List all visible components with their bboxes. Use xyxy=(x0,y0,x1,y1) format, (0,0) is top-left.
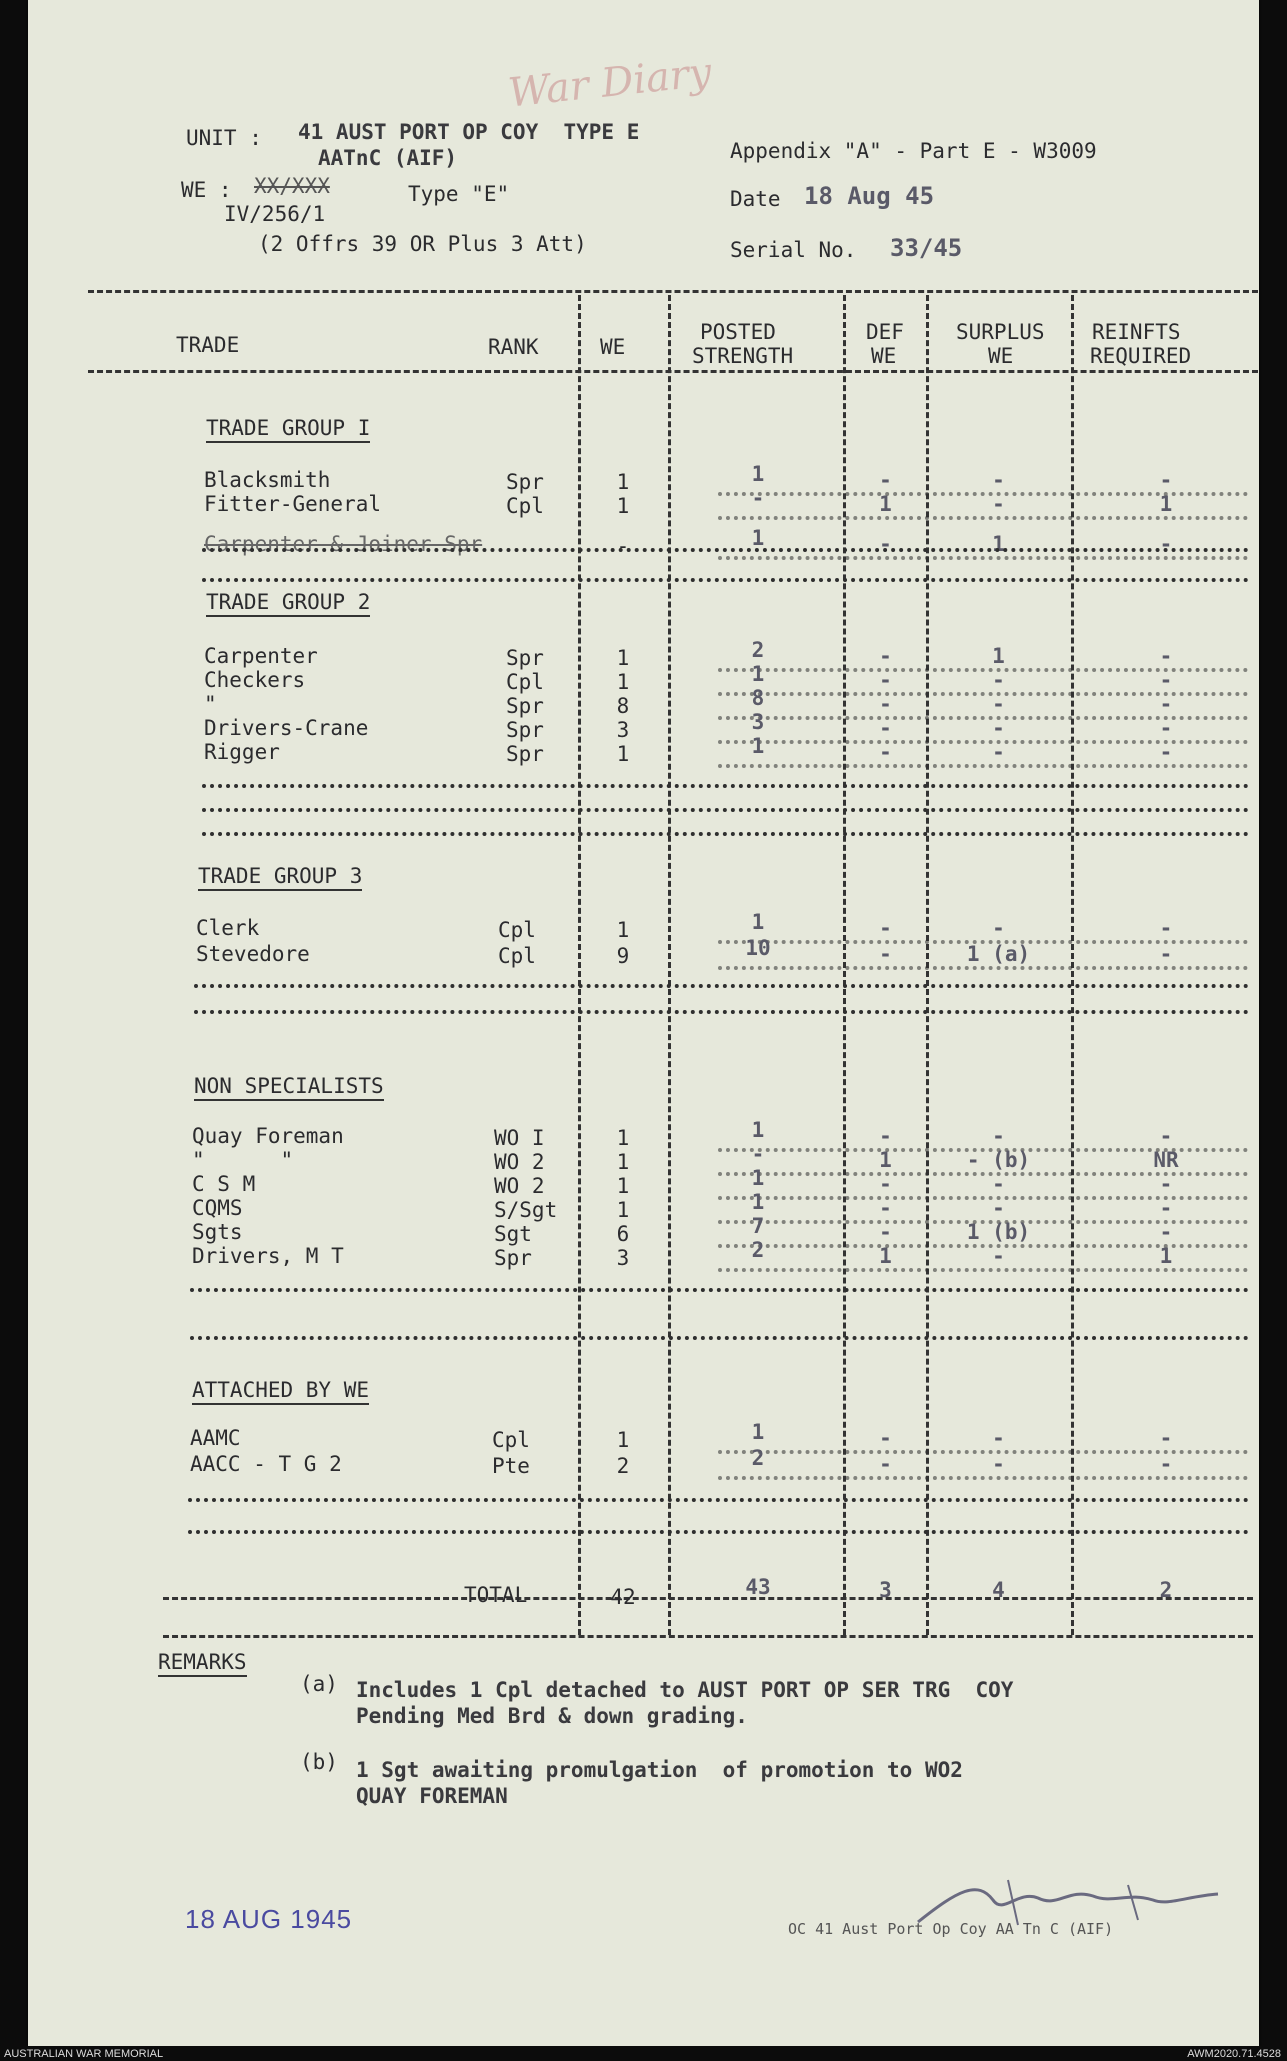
blank-line-dots xyxy=(202,784,1249,788)
reinf-cell: - xyxy=(1159,692,1173,716)
reinf-cell: - xyxy=(1159,644,1173,668)
remark-b-line1: 1 Sgt awaiting promulgation of promotion to WO2 xyxy=(356,1758,963,1782)
footer-right: AWM2020.71.4528 xyxy=(1187,2048,1281,2060)
we-ref: IV/256/1 xyxy=(224,202,326,226)
col-divider-def xyxy=(843,295,846,1635)
reinf-cell: - xyxy=(1159,1124,1173,1148)
strength-note: (2 Offrs 39 OR Plus 3 Att) xyxy=(258,232,587,256)
col-header-rank: RANK xyxy=(488,335,539,359)
blank-line-dots xyxy=(202,578,1249,582)
reinf-cell: - xyxy=(1159,468,1173,492)
group-title: NON SPECIALISTS xyxy=(194,1076,384,1101)
def-cell: - xyxy=(879,740,892,764)
posted-cell: 2 xyxy=(751,1238,765,1262)
posted-cell: 2 xyxy=(751,638,765,662)
surplus-cell: - xyxy=(992,692,1005,716)
rank-cell: Cpl xyxy=(498,944,536,968)
blank-line-dots xyxy=(188,1498,1249,1502)
blank-line-dots xyxy=(202,808,1249,812)
posted-cell: 2 xyxy=(751,1446,765,1470)
reinf-cell: - xyxy=(1159,668,1173,692)
rank-cell: Sgt xyxy=(494,1222,532,1246)
signature-block: OC 41 Aust Port Op Coy AA Tn C (AIF) xyxy=(788,1920,1114,1938)
blank-line-dots xyxy=(194,1010,1249,1014)
reinf-cell: NR xyxy=(1153,1148,1179,1172)
posted-cell: 3 xyxy=(751,710,765,734)
row-guide xyxy=(718,1268,1248,1272)
rank-cell: Pte xyxy=(492,1454,530,1478)
col-divider-posted xyxy=(668,295,671,1635)
trade-cell: " xyxy=(204,692,217,716)
rank-cell: Spr xyxy=(506,718,544,742)
def-cell: - xyxy=(879,716,892,740)
document-page xyxy=(28,0,1259,2046)
table-bottom-rule xyxy=(163,1635,1253,1638)
def-cell: - xyxy=(879,1452,892,1476)
group-title: TRADE GROUP 2 xyxy=(206,592,370,617)
we-cell: 8 xyxy=(616,694,630,718)
we-cell: 1 xyxy=(616,1126,630,1150)
group-title: ATTACHED BY WE xyxy=(192,1380,369,1405)
surplus-cell: - xyxy=(992,740,1005,764)
date-stamp: 18 AUG 1945 xyxy=(185,1904,353,1934)
col-divider-surplus xyxy=(926,295,929,1635)
rank-cell: Spr xyxy=(506,646,544,670)
remark-b-line2: QUAY FOREMAN xyxy=(356,1784,508,1808)
remark-a-tag: (a) xyxy=(300,1672,338,1696)
date-label: Date xyxy=(730,187,781,211)
col-header-def-we: WE xyxy=(871,344,897,368)
posted-cell: 8 xyxy=(751,686,765,710)
col-header-reinf: REINFTS xyxy=(1092,320,1181,344)
rank-cell: Spr xyxy=(506,742,544,766)
trade-cell: Drivers, M T xyxy=(192,1244,344,1268)
posted-cell: 1 xyxy=(751,1118,765,1142)
unit-sub: AATnC (AIF) xyxy=(318,146,458,170)
reinf-cell: 1 xyxy=(1159,1244,1173,1268)
remark-a-line2: Pending Med Brd & down grading. xyxy=(356,1704,748,1728)
table-header-rule xyxy=(88,370,1258,373)
trade-cell: Drivers-Crane xyxy=(204,716,369,740)
col-header-surplus: SURPLUS xyxy=(956,320,1045,344)
posted-cell: 1 xyxy=(751,462,765,486)
def-cell: - xyxy=(879,1426,892,1450)
trade-cell: Carpenter & Joiner Spr xyxy=(204,532,483,556)
we-cell: - xyxy=(616,534,630,558)
rank-cell: Cpl xyxy=(498,918,536,942)
col-divider-we xyxy=(578,295,581,1635)
def-cell: - xyxy=(879,692,892,716)
total-surplus: 4 xyxy=(992,1578,1005,1602)
rank-cell: WO 2 xyxy=(494,1174,545,1198)
row-guide xyxy=(718,966,1248,970)
archive-footer xyxy=(0,2046,1287,2061)
we-cell: 2 xyxy=(616,1454,630,1478)
rank-cell: Spr xyxy=(506,470,544,494)
reinf-cell: - xyxy=(1159,532,1173,556)
def-cell: - xyxy=(879,1196,892,1220)
table-top-rule xyxy=(88,290,1258,293)
def-cell: - xyxy=(879,1124,892,1148)
we-cell: 6 xyxy=(616,1222,630,1246)
col-header-trade: TRADE xyxy=(176,333,240,357)
row-guide xyxy=(718,556,1248,560)
posted-cell: 1 xyxy=(751,1420,765,1444)
we-cell: 1 xyxy=(616,1174,630,1198)
posted-cell: 1 xyxy=(751,1190,765,1214)
def-cell: 1 xyxy=(879,492,892,516)
we-struck: XX/XXX xyxy=(254,174,330,198)
surplus-cell: 1 xyxy=(992,644,1005,668)
group-title: TRADE GROUP 3 xyxy=(198,866,362,891)
group-title: TRADE GROUP I xyxy=(206,418,370,443)
total-def: 3 xyxy=(879,1578,892,1602)
def-cell: - xyxy=(879,532,892,556)
we-cell: 9 xyxy=(616,944,630,968)
we-cell: 1 xyxy=(616,1150,630,1174)
trade-cell: Quay Foreman xyxy=(192,1124,344,1148)
blank-line-dots xyxy=(202,832,1249,836)
trade-cell: CQMS xyxy=(192,1196,243,1220)
def-cell: - xyxy=(879,916,892,940)
surplus-cell: - xyxy=(992,1196,1005,1220)
we-type: Type "E" xyxy=(408,182,510,206)
trade-cell: Rigger xyxy=(204,740,280,764)
blank-line-dots xyxy=(202,548,1249,552)
col-header-def: DEF xyxy=(866,320,904,344)
posted-cell: 7 xyxy=(751,1214,765,1238)
def-cell: - xyxy=(879,668,892,692)
surplus-cell: - xyxy=(992,1244,1005,1268)
we-cell: 1 xyxy=(616,1198,630,1222)
serial-value: 33/45 xyxy=(890,234,963,262)
trade-cell: C S M xyxy=(192,1172,256,1196)
def-cell: - xyxy=(879,1220,892,1244)
def-cell: - xyxy=(879,644,892,668)
total-label: TOTAL xyxy=(464,1583,528,1607)
trade-cell: Clerk xyxy=(196,916,260,940)
rank-cell: S/Sgt xyxy=(494,1198,558,1222)
reinf-cell: - xyxy=(1159,916,1173,940)
surplus-cell: 1 (a) xyxy=(966,942,1031,966)
trade-cell: Fitter-General xyxy=(204,492,382,516)
surplus-cell: - xyxy=(992,1452,1005,1476)
trade-cell: Sgts xyxy=(192,1220,243,1244)
remark-a-line1: Includes 1 Cpl detached to AUST PORT OP SER TRG COY xyxy=(356,1678,1014,1702)
trade-cell: Stevedore xyxy=(196,942,310,966)
date-value: 18 Aug 45 xyxy=(804,182,935,210)
reinf-cell: - xyxy=(1159,1452,1173,1476)
col-header-strength: STRENGTH xyxy=(692,344,794,368)
we-cell: 1 xyxy=(616,918,630,942)
def-cell: - xyxy=(879,1172,892,1196)
we-cell: 1 xyxy=(616,742,630,766)
posted-cell: - xyxy=(751,486,765,510)
col-divider-reinf xyxy=(1071,295,1074,1635)
col-header-surplus-we: WE xyxy=(988,344,1014,368)
posted-cell: 10 xyxy=(745,936,771,960)
reinf-cell: - xyxy=(1159,740,1173,764)
posted-cell: 1 xyxy=(751,526,765,550)
row-guide xyxy=(718,1476,1248,1480)
rank-cell: WO 2 xyxy=(494,1150,545,1174)
posted-cell: 1 xyxy=(751,734,765,758)
posted-cell: 1 xyxy=(751,910,765,934)
trade-cell: AACC - T G 2 xyxy=(190,1452,342,1476)
surplus-cell: - xyxy=(992,916,1005,940)
unit-label: UNIT : xyxy=(186,126,262,150)
we-cell: 3 xyxy=(616,718,630,742)
total-we: 42 xyxy=(610,1585,636,1609)
trade-cell: Carpenter xyxy=(204,644,318,668)
surplus-cell: - xyxy=(992,492,1005,516)
reinf-cell: - xyxy=(1159,716,1173,740)
surplus-cell: - xyxy=(992,716,1005,740)
trade-cell: Checkers xyxy=(204,668,306,692)
blank-line-dots xyxy=(190,1336,1249,1340)
def-cell: 1 xyxy=(879,1148,892,1172)
we-cell: 1 xyxy=(616,494,630,518)
serial-label: Serial No. xyxy=(730,238,857,262)
total-reinf: 2 xyxy=(1159,1578,1173,1602)
remarks-title: REMARKS xyxy=(158,1652,247,1677)
col-header-we: WE xyxy=(600,335,626,359)
rank-cell: Spr xyxy=(506,694,544,718)
reinf-cell: - xyxy=(1159,942,1173,966)
reinf-cell: - xyxy=(1159,1426,1173,1450)
trade-cell: AAMC xyxy=(190,1426,241,1450)
surplus-cell: 1 (b) xyxy=(966,1220,1031,1244)
we-cell: 3 xyxy=(616,1246,630,1270)
def-cell: - xyxy=(879,468,892,492)
we-cell: 1 xyxy=(616,646,630,670)
rank-cell: Cpl xyxy=(492,1428,530,1452)
col-header-posted: POSTED xyxy=(700,320,776,344)
def-cell: 1 xyxy=(879,1244,892,1268)
reinf-cell: 1 xyxy=(1159,492,1173,516)
unit-value: 41 AUST PORT OP COY TYPE E xyxy=(298,120,640,144)
we-cell: 1 xyxy=(616,470,630,494)
trade-cell: Blacksmith xyxy=(204,468,331,492)
remark-b-tag: (b) xyxy=(300,1750,338,1774)
total-posted: 43 xyxy=(745,1575,771,1599)
posted-cell: 1 xyxy=(751,662,765,686)
blank-line-dots xyxy=(194,984,1249,988)
appendix-ref: Appendix "A" - Part E - W3009 xyxy=(730,139,1097,163)
pencil-annotation: War Diary xyxy=(506,49,714,117)
rank-cell: Cpl xyxy=(506,670,544,694)
surplus-cell: - xyxy=(992,468,1005,492)
trade-cell: " " xyxy=(192,1148,294,1172)
def-cell: - xyxy=(879,942,892,966)
surplus-cell: - xyxy=(992,668,1005,692)
rank-cell: Cpl xyxy=(506,494,544,518)
posted-cell: - xyxy=(751,1142,765,1166)
row-guide xyxy=(718,764,1248,768)
rank-cell: WO I xyxy=(494,1126,545,1150)
we-label: WE : xyxy=(181,178,232,202)
col-header-required: REQUIRED xyxy=(1090,344,1192,368)
footer-left: AUSTRALIAN WAR MEMORIAL xyxy=(4,2048,164,2060)
blank-line-dots xyxy=(188,1530,1249,1534)
reinf-cell: - xyxy=(1159,1172,1173,1196)
reinf-cell: - xyxy=(1159,1196,1173,1220)
row-guide xyxy=(718,516,1248,520)
posted-cell: 1 xyxy=(751,1166,765,1190)
reinf-cell: - xyxy=(1159,1220,1173,1244)
surplus-cell: 1 xyxy=(992,532,1005,556)
surplus-cell: - xyxy=(992,1426,1005,1450)
we-cell: 1 xyxy=(616,1428,630,1452)
surplus-cell: - (b) xyxy=(966,1148,1031,1172)
we-cell: 1 xyxy=(616,670,630,694)
surplus-cell: - xyxy=(992,1124,1005,1148)
surplus-cell: - xyxy=(992,1172,1005,1196)
rank-cell: Spr xyxy=(494,1246,532,1270)
blank-line-dots xyxy=(190,1288,1249,1292)
